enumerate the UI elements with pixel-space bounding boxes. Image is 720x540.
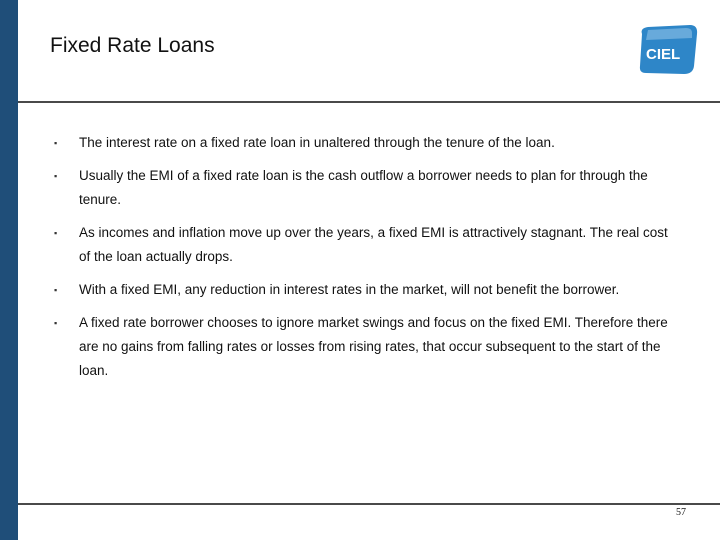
slide-title: Fixed Rate Loans	[50, 34, 215, 57]
bullet-text: With a fixed EMI, any reduction in interest rates in the market, will not benefit the borrower.	[79, 282, 620, 297]
ciel-logo-icon	[636, 22, 700, 78]
list-item	[52, 311, 682, 383]
bullet-list	[52, 131, 682, 392]
bullet-text: Usually the EMI of a fixed rate loan is the cash outflow a borrower needs to plan for through the tenure.	[79, 168, 648, 207]
logo-text: CIEL	[646, 46, 681, 63]
list-item	[52, 278, 682, 302]
list-item	[52, 221, 682, 269]
page-number: 57	[676, 507, 686, 518]
bullet-icon: ▪	[54, 318, 58, 328]
bullet-icon: ▪	[54, 138, 58, 148]
header-divider	[18, 101, 720, 103]
left-accent-bar	[0, 0, 18, 540]
bullet-text: A fixed rate borrower chooses to ignore market swings and focus on the fixed EMI. Therefore there are no gains from falling rates or losses from rising rates, that occur subsequent to the start of the loan.	[79, 315, 668, 378]
list-item	[52, 131, 682, 155]
bullet-text: The interest rate on a fixed rate loan in unaltered through the tenure of the loan.	[79, 135, 555, 150]
bullet-text: As incomes and inflation move up over the years, a fixed EMI is attractively stagnant. The real cost of the loan actually drops.	[79, 225, 668, 264]
bullet-icon: ▪	[54, 171, 58, 181]
footer-divider	[18, 503, 720, 505]
bullet-icon: ▪	[54, 285, 58, 295]
bullet-icon: ▪	[54, 228, 58, 238]
list-item	[52, 164, 682, 212]
